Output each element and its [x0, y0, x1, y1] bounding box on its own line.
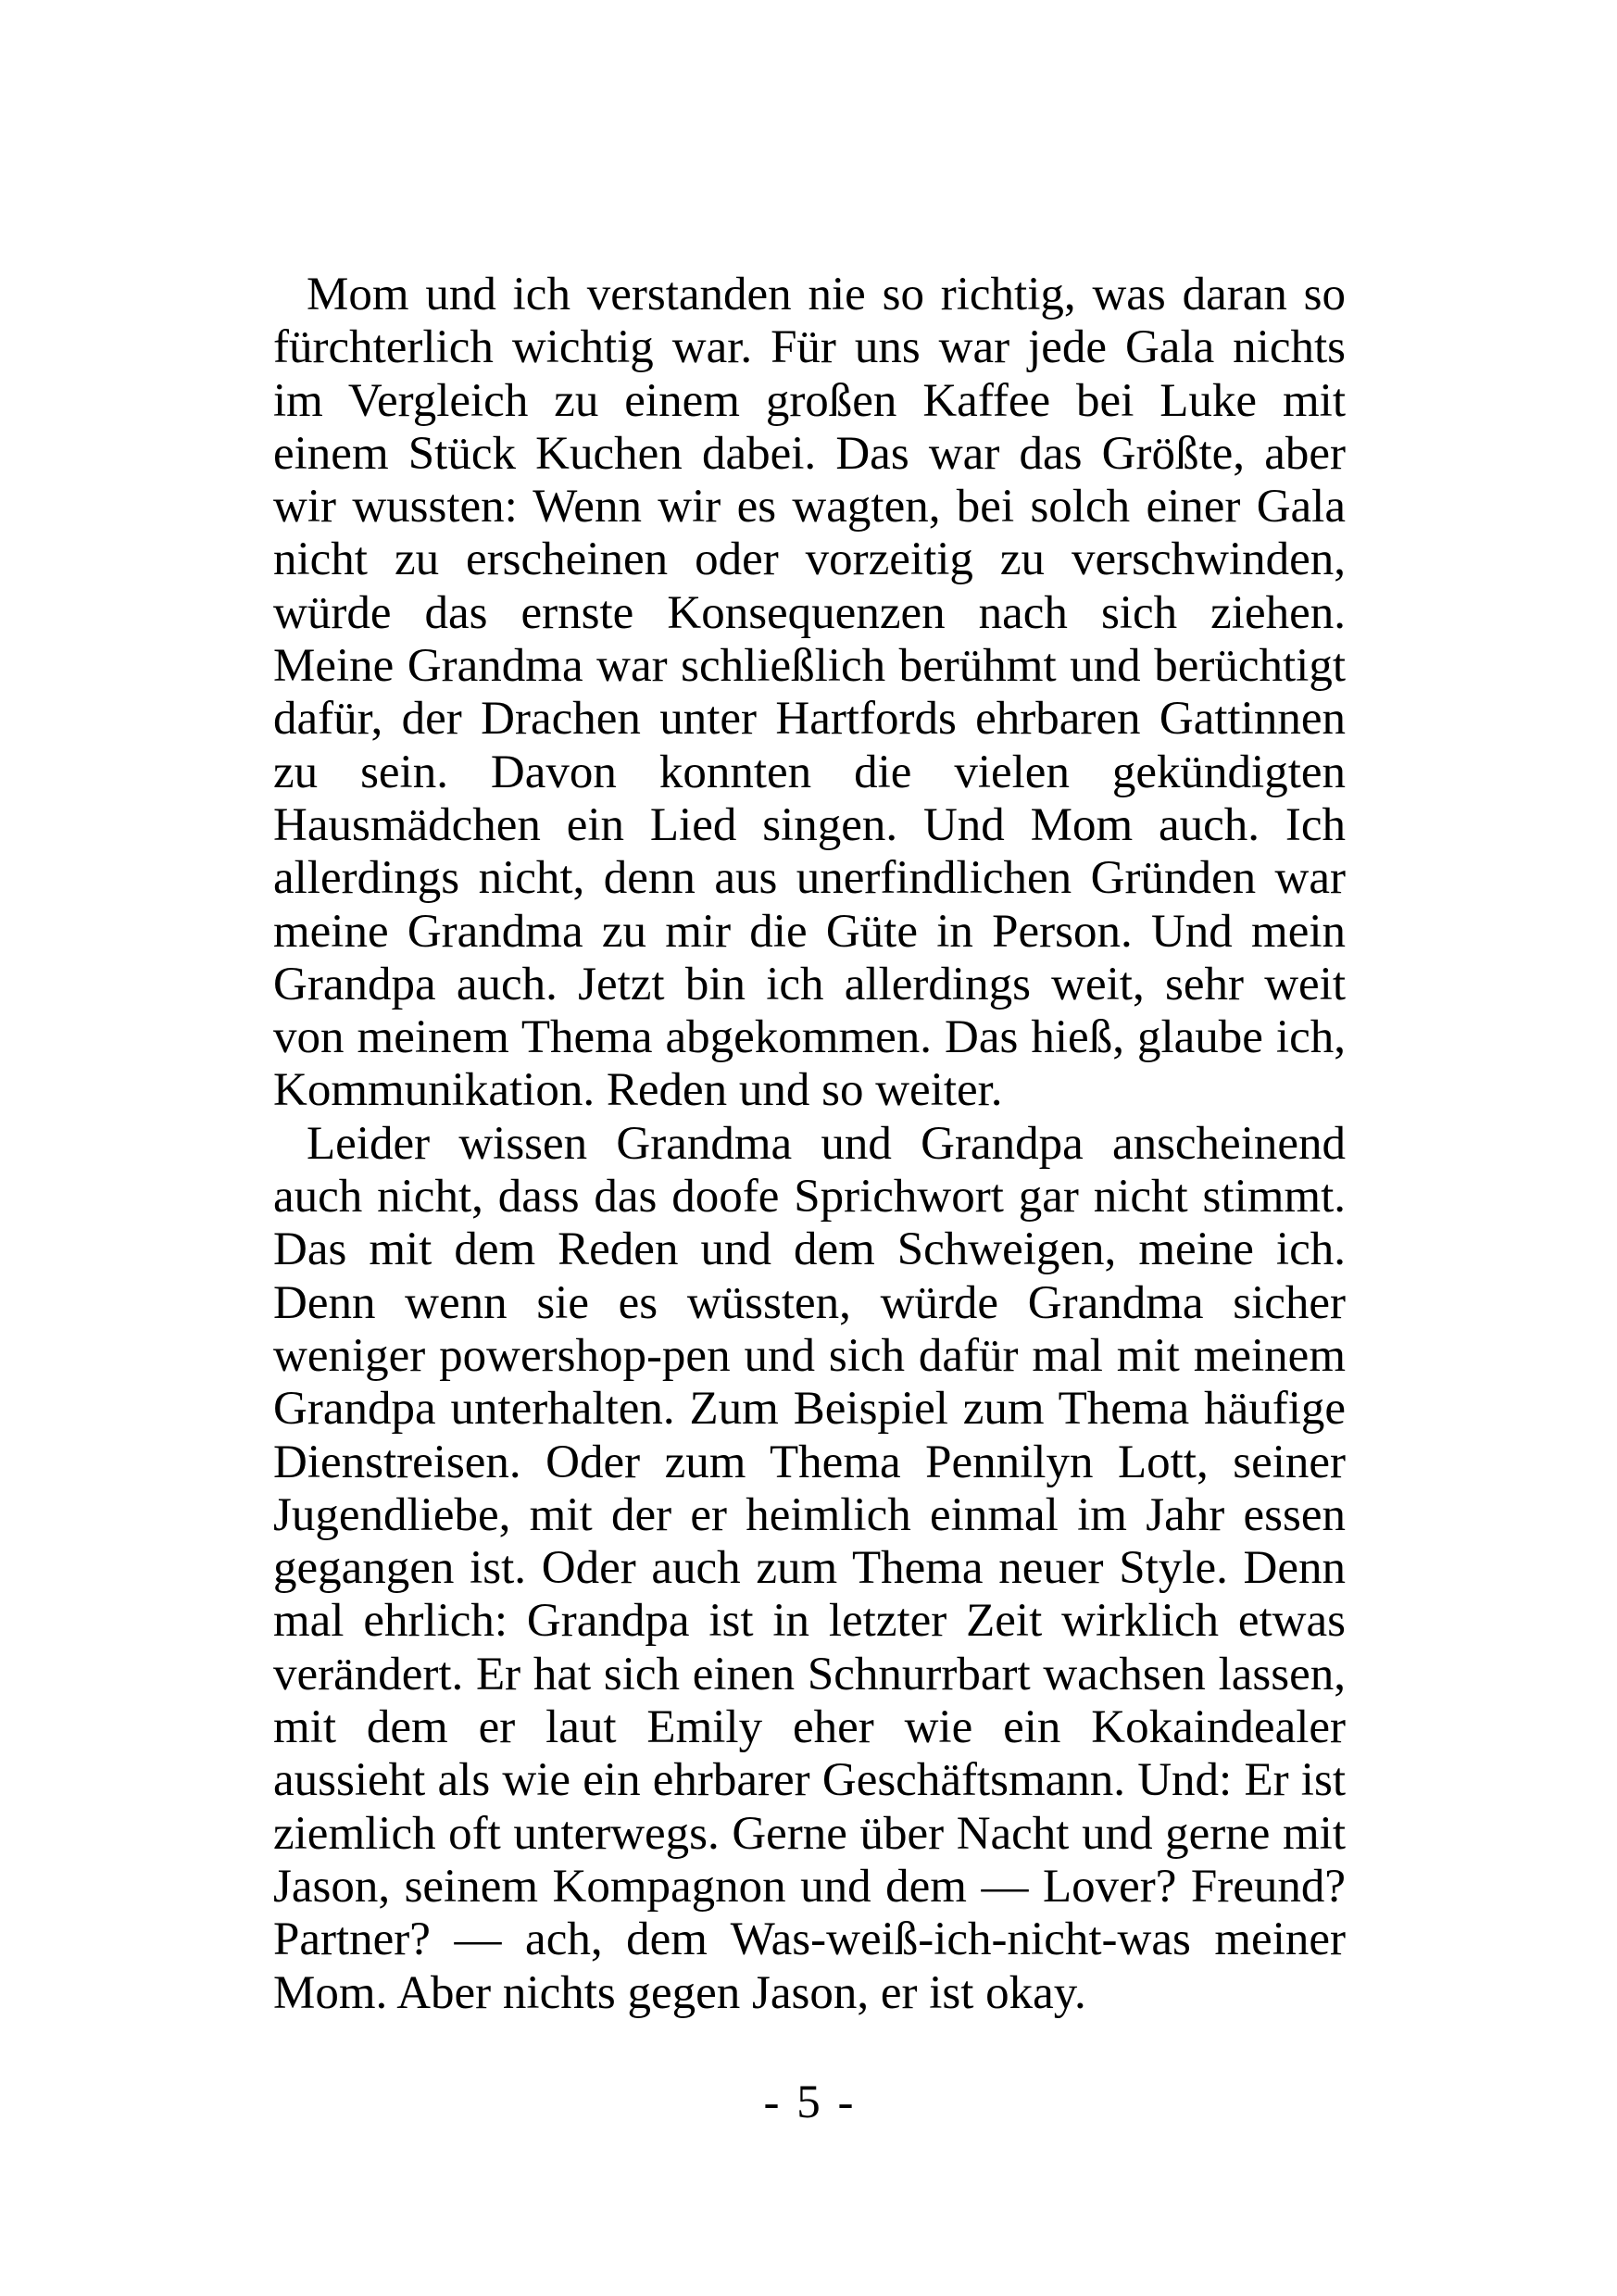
- page-number: - 5 -: [763, 2076, 854, 2128]
- paragraph-2: Leider wissen Grandma und Grandpa anscheinend auch nicht, dass das doofe Sprichwort gar nicht stimmt. Das mit dem Reden und dem Schweigen, meine ich. Denn wenn sie es wüssten, würde Grandma sicher weniger powershop-pen und sich dafür mal mit meinem Grandpa unterhalten. Zum Beispiel zum Thema häufige Dienstreisen. Oder zum Thema Pennilyn Lott, seiner Jugendliebe, mit der er heimlich einmal im Jahr essen gegangen ist. Oder auch zum Thema neuer Style. Denn mal ehrlich: Grandpa ist in letzter Zeit wirklich etwas verändert. Er hat sich einen Schnurrbart wachsen lassen, mit dem er laut Emily eher wie ein Kokaindealer aussieht als wie ein ehrbarer Geschäftsmann. Und: Er ist ziemlich oft unterwegs. Gerne über Nacht und gerne mit Jason, seinem Kompagnon und dem — Lover? Freund? Partner? — ach, dem Was-weiß-ich-nicht-was meiner Mom. Aber nichts gegen Jason, er ist okay.: [273, 1117, 1346, 2019]
- paragraph-1: Mom und ich verstanden nie so richtig, was daran so fürchterlich wichtig war. Für uns war jede Gala nichts im Vergleich zu einem großen Kaffee bei Luke mit einem Stück Kuchen dabei. Das war das Größte, aber wir wussten: Wenn wir es wagten, bei solch einer Gala nicht zu erscheinen oder vorzeitig zu verschwinden, würde das ernste Konsequenzen nach sich ziehen. Meine Grandma war schließlich berühmt und berüchtigt dafür, der Drachen unter Hartfords ehrbaren Gattinnen zu sein. Davon konnten die vielen gekündigten Hausmädchen ein Lied singen. Und Mom auch. Ich allerdings nicht, denn aus unerfindlichen Gründen war meine Grandma zu mir die Güte in Person. Und mein Grandpa auch. Jetzt bin ich allerdings weit, sehr weit von meinem Thema abgekommen. Das hieß, glaube ich, Kommunikation. Reden und so weiter.: [273, 269, 1346, 1117]
- body-text: [273, 269, 1346, 2020]
